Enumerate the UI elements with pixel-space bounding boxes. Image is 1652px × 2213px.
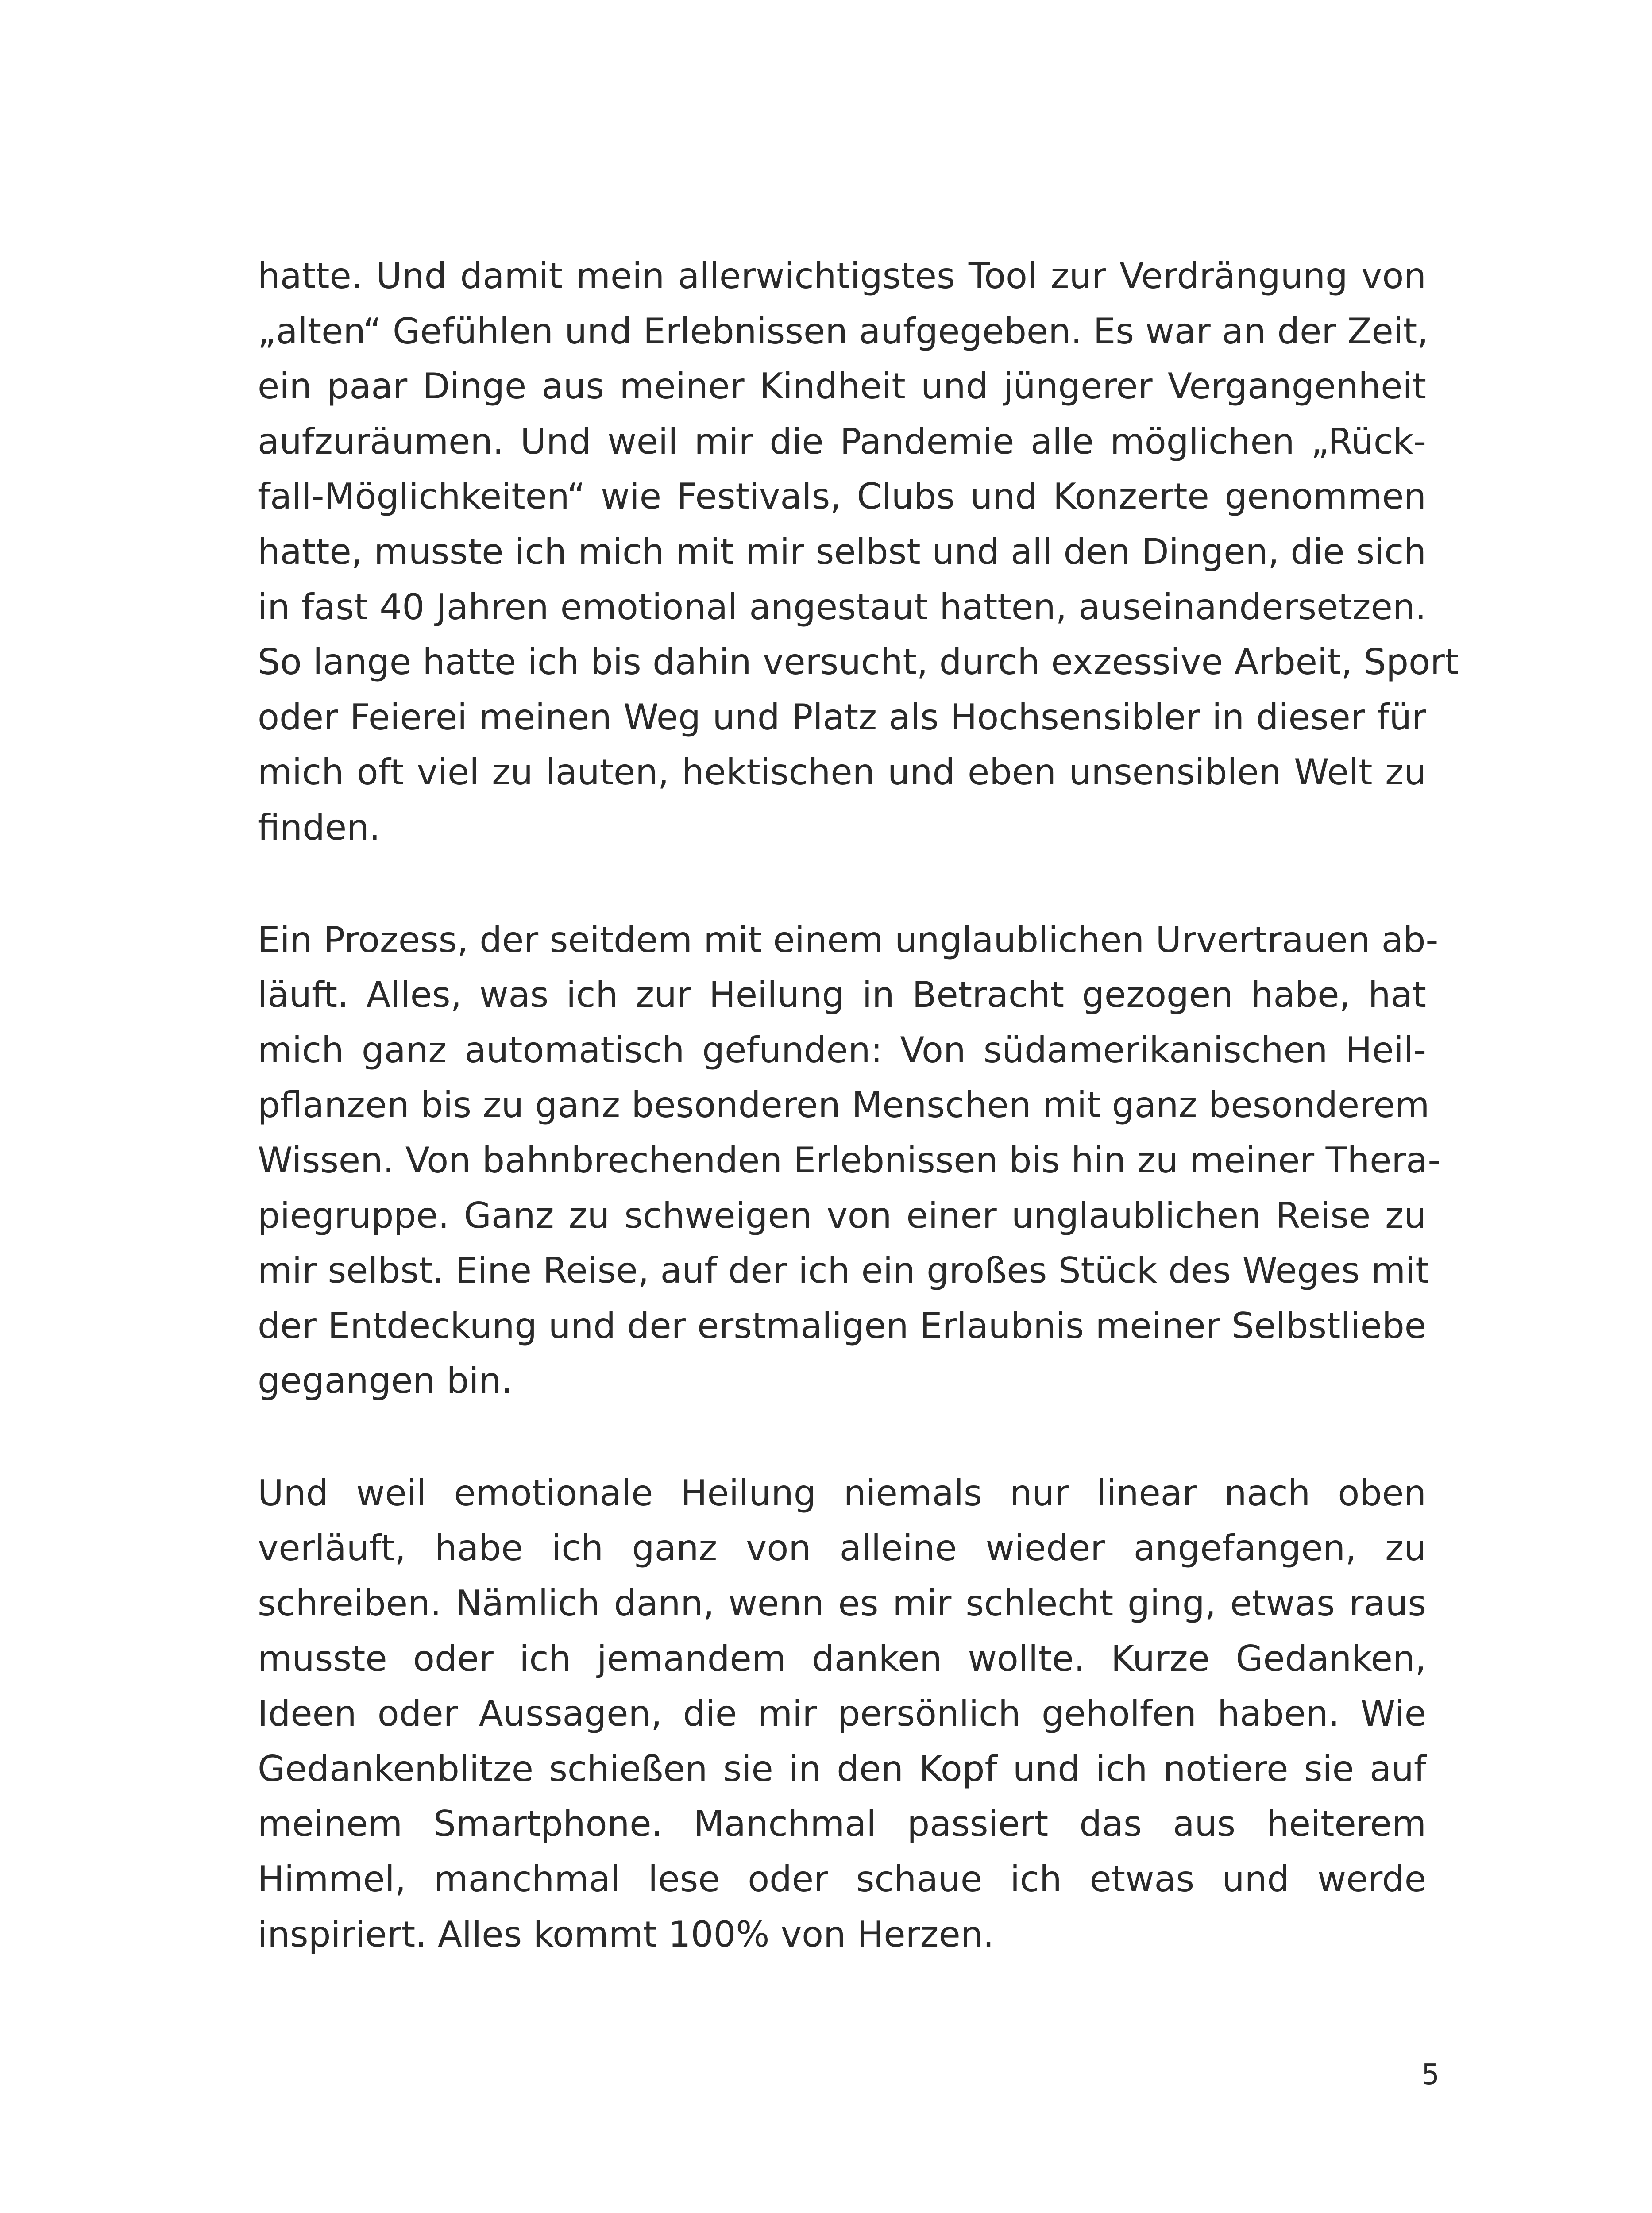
text-line: piegruppe. Ganz zu schweigen von einer unglaublichen Reise zu: [258, 1195, 1426, 1236]
text-line: So lange hatte ich bis dahin versucht, durch exzessive Arbeit, Sport: [258, 641, 1459, 683]
text-line: pflanzen bis zu ganz besonderen Menschen mit ganz besonderem: [258, 1084, 1430, 1126]
text-line: finden.: [258, 806, 381, 848]
text-line: schreiben. Nämlich dann, wenn es mir schlecht ging, etwas raus: [258, 1583, 1426, 1624]
text-line: Ein Prozess, der seitdem mit einem unglaublichen Urvertrauen ab-: [258, 919, 1439, 960]
text-line: fall-Möglichkeiten“ wie Festivals, Clubs und Konzerte genommen: [258, 476, 1426, 517]
text-line: inspiriert. Alles kommt 100% von Herzen.: [258, 1913, 994, 1955]
text-line: der Entdeckung und der erstmaligen Erlaubnis meiner Selbstliebe: [258, 1305, 1426, 1346]
text-line: „alten“ Gefühlen und Erlebnissen aufgegeben. Es war an der Zeit,: [258, 310, 1428, 352]
text-line: Himmel, manchmal lese oder schaue ich etwas und werde: [258, 1858, 1426, 1900]
text-line: Und weil emotionale Heilung niemals nur linear nach oben: [258, 1472, 1426, 1514]
text-line: Ideen oder Aussagen, die mir persönlich geholfen haben. Wie: [258, 1693, 1426, 1735]
paragraph-1: [258, 249, 1459, 856]
paragraph-3: [258, 1466, 1426, 1962]
body-text: [258, 249, 1459, 1962]
paragraph-2: [258, 913, 1441, 1409]
text-line: hatte, musste ich mich mit mir selbst und all den Dingen, die sich: [258, 531, 1426, 572]
text-line: musste oder ich jemandem danken wollte. Kurze Gedanken,: [258, 1638, 1426, 1679]
text-line: läuft. Alles, was ich zur Heilung in Betracht gezogen habe, hat: [258, 974, 1426, 1016]
text-line: mich ganz automatisch gefunden: Von südamerikanischen Heil-: [258, 1029, 1426, 1071]
text-line: Gedankenblitze schießen sie in den Kopf und ich notiere sie auf: [258, 1748, 1426, 1789]
text-line: aufzuräumen. Und weil mir die Pandemie alle möglichen „Rück-: [258, 420, 1426, 462]
text-line: mir selbst. Eine Reise, auf der ich ein großes Stück des Weges mit: [258, 1250, 1429, 1292]
text-line: meinem Smartphone. Manchmal passiert das aus heiterem: [258, 1803, 1426, 1845]
text-line: oder Feierei meinen Weg und Platz als Hochsensibler in dieser für: [258, 696, 1426, 738]
text-line: gegangen bin.: [258, 1360, 513, 1402]
text-line: mich oft viel zu lauten, hektischen und eben unsensiblen Welt zu: [258, 752, 1426, 793]
text-line: ein paar Dinge aus meiner Kindheit und jüngerer Vergangenheit: [258, 366, 1426, 407]
text-line: verläuft, habe ich ganz von alleine wieder angefangen, zu: [258, 1527, 1426, 1569]
text-line: Wissen. Von bahnbrechenden Erlebnissen bis hin zu meiner Thera-: [258, 1139, 1441, 1181]
paragraph-gap: [258, 1409, 1426, 1466]
text-line: in fast 40 Jahren emotional angestaut hatten, auseinandersetzen.: [258, 586, 1426, 628]
page-number: 5: [1421, 2059, 1440, 2091]
paragraph-gap: [258, 856, 1426, 913]
text-line: hatte. Und damit mein allerwichtigstes Tool zur Verdrängung von: [258, 255, 1426, 297]
